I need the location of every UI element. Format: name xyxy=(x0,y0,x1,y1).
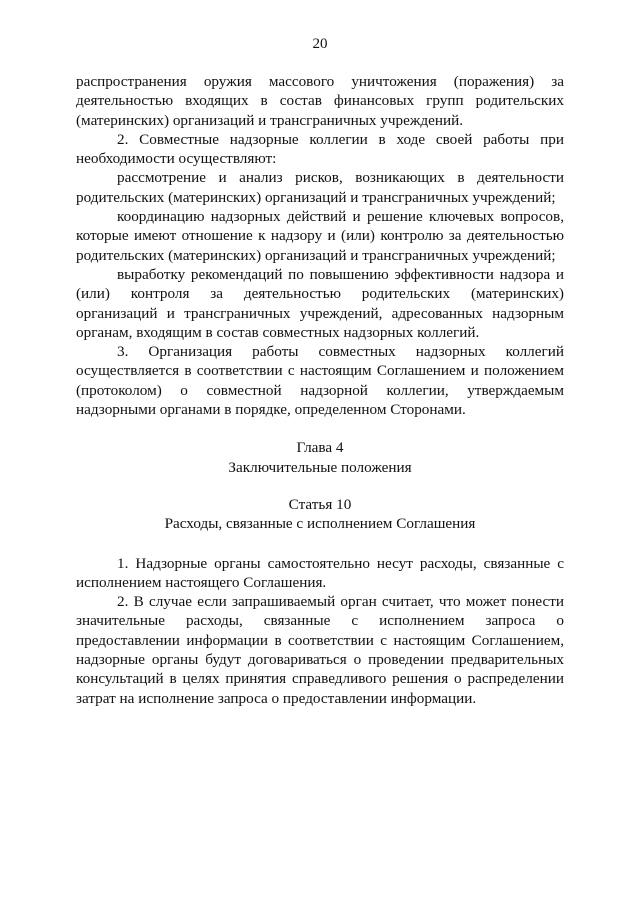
chapter-number: Глава 4 xyxy=(296,439,344,457)
paragraph-continuation: распространения оружия массового уничтожения (поражения) за деятельностью входящих в состав финансовых групп родительских (материнских) организаций и трансграничных учреждений. xyxy=(76,73,564,129)
paragraph-clause-2: 2. Совместные надзорные коллегии в ходе своей работы при необходимости осуществляют: xyxy=(76,130,564,168)
paragraph-list-item-recommendations: выработку рекомендаций по повышению эффективности надзора и (или) контроля за деятельностью родительских (материнских) организаций и трансграничных учреждений, адресованных надзорным органам, входящим в состав совместных надзорных коллегий. xyxy=(76,265,564,341)
spacer xyxy=(76,534,564,554)
paragraph-list-item-coordination: координацию надзорных действий и решение ключевых вопросов, которые имеют отношение к надзору и (или) контролю за деятельностью родительских (материнских) организаций и трансграничных учреждений; xyxy=(76,208,564,264)
article-number: Статья 10 xyxy=(288,495,352,513)
article-title: Расходы, связанные с исполнением Соглашения xyxy=(164,515,476,533)
page-number: 20 xyxy=(312,36,328,52)
paragraph-list-item-risks: рассмотрение и анализ рисков, возникающих в деятельности родительских (материнских) организаций и трансграничных учреждений; xyxy=(76,169,564,206)
spacer xyxy=(76,477,564,495)
spacer xyxy=(76,419,564,438)
paragraph-clause-3: 3. Организация работы совместных надзорных коллегий осуществляется в соответствии с настоящим Соглашением и положением (протоколом) о совместной надзорной коллегии, утверждаемым надзорными органами в порядке, определенном Сторонами. xyxy=(76,343,564,419)
chapter-title: Заключительные положения xyxy=(228,458,412,476)
paragraph-article-clause-1: 1. Надзорные органы самостоятельно несут расходы, связанные с исполнением настоящего Соглашения. xyxy=(76,554,564,591)
paragraph-article-clause-2: 2. В случае если запрашиваемый орган считает, что может понести значительные расходы, связанные с исполнением запроса о предоставлении информации в соответствии с настоящим Соглашением, надзорные органы будут договариваться о проведении предварительных консультаций в целях принятия справедливого решения о распределении затрат на исполнение запроса о предоставлении информации. xyxy=(76,593,564,707)
document-body xyxy=(76,72,564,708)
